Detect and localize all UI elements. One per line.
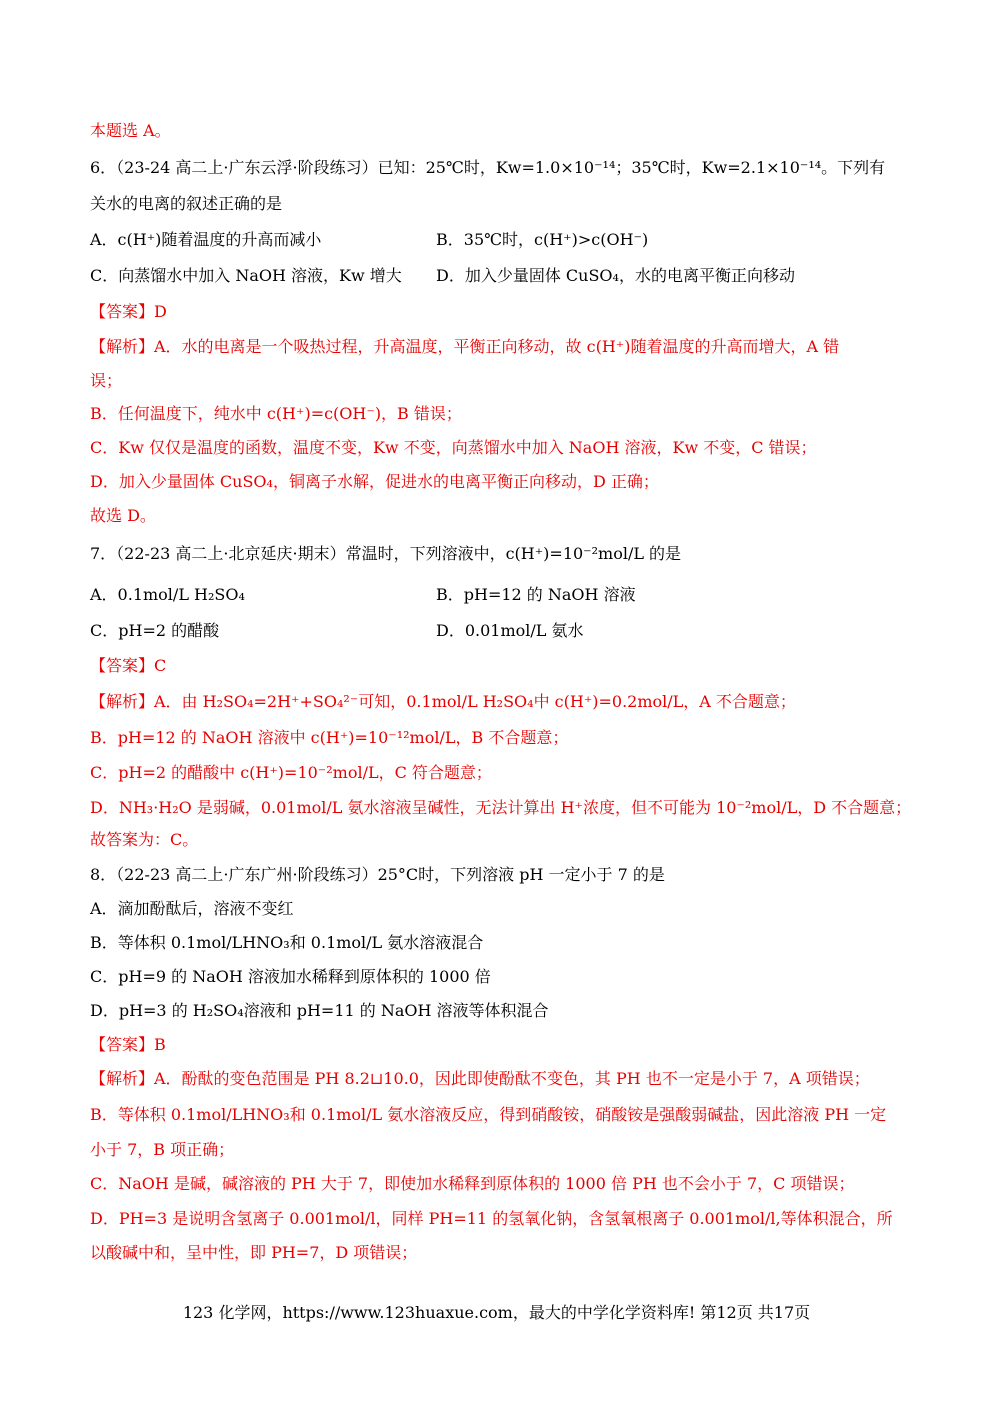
text-line-l20: D．NH₃·H₂O 是弱碱，0.01mol/L 氨水溶液呈碱性，无法计算出 H⁺浓度，但不可能为 10⁻²mol/L，D 不合题意； bbox=[90, 798, 912, 817]
text-line-l05a: C．向蒸馏水中加入 NaOH 溶液，Kw 增大 bbox=[90, 266, 402, 285]
page-footer: 123 化学网，https://www.123huaxue.com，最大的中学化学资料库! 第12页 共17页 bbox=[182, 1303, 811, 1322]
text-line-l27: 【答案】B bbox=[90, 1035, 166, 1054]
text-line-l22: 8．（22-23 高二上·广东广州·阶段练习）25°C时，下列溶液 pH 一定小于 7 的是 bbox=[90, 865, 665, 884]
text-line-l05b: D．加入少量固体 CuSO₄，水的电离平衡正向移动 bbox=[436, 266, 795, 285]
text-line-l14b: B．pH=12 的 NaOH 溶液 bbox=[436, 585, 636, 604]
text-line-l23: A．滴加酚酞后，溶液不变红 bbox=[90, 899, 294, 918]
text-line-l10: C．Kw 仅仅是温度的函数，温度不变，Kw 不变，向蒸馏水中加入 NaOH 溶液，Kw 不变，C 错误； bbox=[90, 438, 817, 457]
text-line-l14a: A．0.1mol/L H₂SO₄ bbox=[90, 585, 245, 604]
text-line-l12: 故选 D。 bbox=[90, 506, 156, 525]
text-line-l28: 【解析】A．酚酞的变色范围是 PH 8.2⊔10.0，因此即使酚酞不变色，其 PH 也不一定是小于 7，A 项错误； bbox=[90, 1069, 870, 1088]
text-line-l18: B．pH=12 的 NaOH 溶液中 c(H⁺)=10⁻¹²mol/L，B 不合题意； bbox=[90, 728, 569, 747]
text-line-l08: 误； bbox=[90, 371, 123, 390]
text-line-l30: 小于 7，B 项正确； bbox=[90, 1140, 235, 1159]
text-line-l07: 【解析】A．水的电离是一个吸热过程，升高温度，平衡正向移动，故 c(H⁺)随着温度的升高而增大，A 错 bbox=[90, 337, 840, 356]
text-line-l04a: A．c(H⁺)随着温度的升高而减小 bbox=[90, 230, 322, 249]
text-line-l24: B．等体积 0.1mol/LHNO₃和 0.1mol/L 氨水溶液混合 bbox=[90, 933, 484, 952]
text-line-l32: D．PH=3 是说明含氢离子 0.001mol/l，同样 PH=11 的氢氧化钠，含氢氧根离子 0.001mol/l,等体积混合，所 bbox=[90, 1209, 893, 1228]
text-line-l13: 7．（22-23 高二上·北京延庆·期末）常温时，下列溶液中，c(H⁺)=10⁻²mol/L 的是 bbox=[90, 544, 682, 563]
text-line-l21: 故答案为：C。 bbox=[90, 830, 199, 849]
text-line-l17: 【解析】A．由 H₂SO₄=2H⁺+SO₄²⁻可知，0.1mol/L H₂SO₄中 c(H⁺)=0.2mol/L，A 不合题意； bbox=[90, 692, 796, 711]
text-line-l19: C．pH=2 的醋酸中 c(H⁺)=10⁻²mol/L，C 符合题意； bbox=[90, 763, 492, 782]
text-line-l03: 关水的电离的叙述正确的是 bbox=[90, 194, 283, 213]
text-line-l09: B．任何温度下，纯水中 c(H⁺)=c(OH⁻)，B 错误； bbox=[90, 404, 462, 423]
text-line-l33: 以酸碱中和，呈中性，即 PH=7，D 项错误； bbox=[90, 1243, 418, 1262]
text-line-l29: B．等体积 0.1mol/LHNO₃和 0.1mol/L 氨水溶液反应，得到硝酸铵，硝酸铵是强酸弱碱盐，因此溶液 PH 一定 bbox=[90, 1105, 887, 1124]
text-line-l25: C．pH=9 的 NaOH 溶液加水稀释到原体积的 1000 倍 bbox=[90, 967, 491, 986]
text-line-l01: 本题选 A。 bbox=[90, 121, 171, 140]
text-line-l04b: B．35℃时，c(H⁺)>c(OH⁻) bbox=[436, 230, 649, 249]
text-line-l31: C．NaOH 是碱，碱溶液的 PH 大于 7，即使加水稀释到原体积的 1000 倍 PH 也不会小于 7，C 项错误； bbox=[90, 1174, 855, 1193]
text-line-l06: 【答案】D bbox=[90, 302, 167, 321]
text-line-l02: 6．（23-24 高二上·广东云浮·阶段练习）已知：25℃时，Kw=1.0×10⁻¹⁴；35℃时，Kw=2.1×10⁻¹⁴。下列有 bbox=[90, 158, 886, 177]
text-line-l15b: D．0.01mol/L 氨水 bbox=[436, 621, 584, 640]
text-line-l15a: C．pH=2 的醋酸 bbox=[90, 621, 220, 640]
text-line-l26: D．pH=3 的 H₂SO₄溶液和 pH=11 的 NaOH 溶液等体积混合 bbox=[90, 1001, 549, 1020]
text-line-l11: D．加入少量固体 CuSO₄，铜离子水解，促进水的电离平衡正向移动，D 正确； bbox=[90, 472, 659, 491]
text-line-l16: 【答案】C bbox=[90, 656, 167, 675]
